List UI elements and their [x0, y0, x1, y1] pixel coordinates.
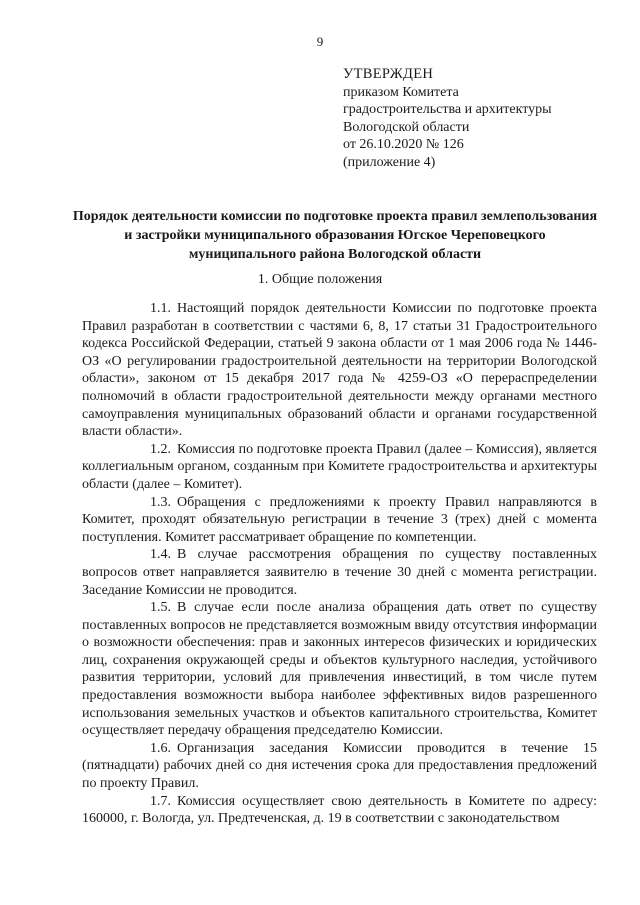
paragraph-number: 1.7. — [150, 793, 171, 809]
paragraph-text: В случае если после анализа обращения дать ответ по существу поставленных вопросов не представляется возможным ввиду отсутствия информации о возможности обеспечения: прав и законных интересов физических и юридических лиц, сохранения окружающей среды и объектов культурного наследия, устойчивого развития территории, условий для привлечения инвестиций, в том числе путем предоставления возможности выбора наиболее эффективных видов разрешенного использования земельных участков и объектов капитального строительства, Комитет осуществляет передачу обращения председателю Комиссии. — [82, 600, 597, 739]
section-title: 1. Общие положения — [257, 272, 383, 287]
paragraph — [82, 494, 597, 547]
approval-line: градостроительства и архитектуры — [343, 102, 552, 117]
document-title: Порядок деятельности комиссии по подготовке проекта правил землепользования и застройки муниципального образования Югское Череповецкого муниципального района Вологодской области — [72, 209, 598, 262]
paragraph-number: 1.1. — [150, 301, 171, 316]
approval-stamp — [343, 66, 552, 171]
approval-line: (приложение 4) — [343, 154, 436, 170]
paragraph — [82, 546, 597, 599]
paragraph-text: Обращения с предложениями к проекту Правил направляются в Комитет, проходят обязательную регистрации в течение 3 (трех) дней с момента поступления. Комитет рассматривает обращение по компетенции. — [82, 494, 597, 545]
approval-line: от 26.10.2020 № 126 — [343, 137, 464, 152]
paragraph-text: Комиссия осуществляет свою деятельность в Комитете по адресу: 160000, г. Вологда, ул. Предтеченская, д. 19 в соответствии с законодательством — [82, 793, 597, 827]
paragraph-number: 1.5. — [150, 600, 171, 616]
document-body — [82, 300, 597, 828]
paragraph-text: Комиссия по подготовке проекта Правил (далее – Комиссия), является коллегиальным органом, созданным при Комитете градостроительства и архитектуры области (далее – Комитет). — [82, 441, 597, 492]
page-number: 9 — [316, 34, 324, 49]
paragraph-number: 1.4. — [150, 547, 171, 563]
paragraph — [82, 793, 597, 828]
approval-line: Вологодской области — [343, 119, 470, 135]
paragraph-text: Организация заседания Комиссии проводится в течение 15 (пятнадцати) рабочих дней со дня истечения срока для предоставления предложений по проекту Правил. — [82, 740, 597, 792]
paragraph — [82, 599, 597, 740]
paragraph-number: 1.2. — [150, 441, 171, 457]
paragraph — [82, 300, 597, 441]
paragraph — [82, 441, 597, 494]
paragraph-number: 1.6. — [150, 740, 171, 756]
approval-line: приказом Комитета — [343, 84, 459, 100]
paragraph-text: В случае рассмотрения обращения по существу поставленных вопросов ответ направляется заявителю в течение 30 дней с момента регистрации. Заседание Комиссии не проводится. — [82, 547, 597, 598]
paragraph-text: Настоящий порядок деятельности Комиссии по подготовке проекта Правил разработан в соответствии с частями 6, 8, 17 статьи 31 Градостроительного кодекса Российской Федерации, статьей 9 закона области от 1 мая 2006 года № 1446-ОЗ «О регулировании градостроительной деятельности на территории Вологодской области», законом от 15 декабря 2017 года № 4259-ОЗ «О перераспределении полномочий в области градостроительной деятельности между органами местного самоуправления муниципальных образований области и органами государственной власти области». — [82, 301, 597, 440]
paragraph-number: 1.3. — [150, 494, 171, 510]
approval-heading: УТВЕРЖДЕН — [343, 66, 434, 82]
paragraph — [82, 740, 597, 793]
